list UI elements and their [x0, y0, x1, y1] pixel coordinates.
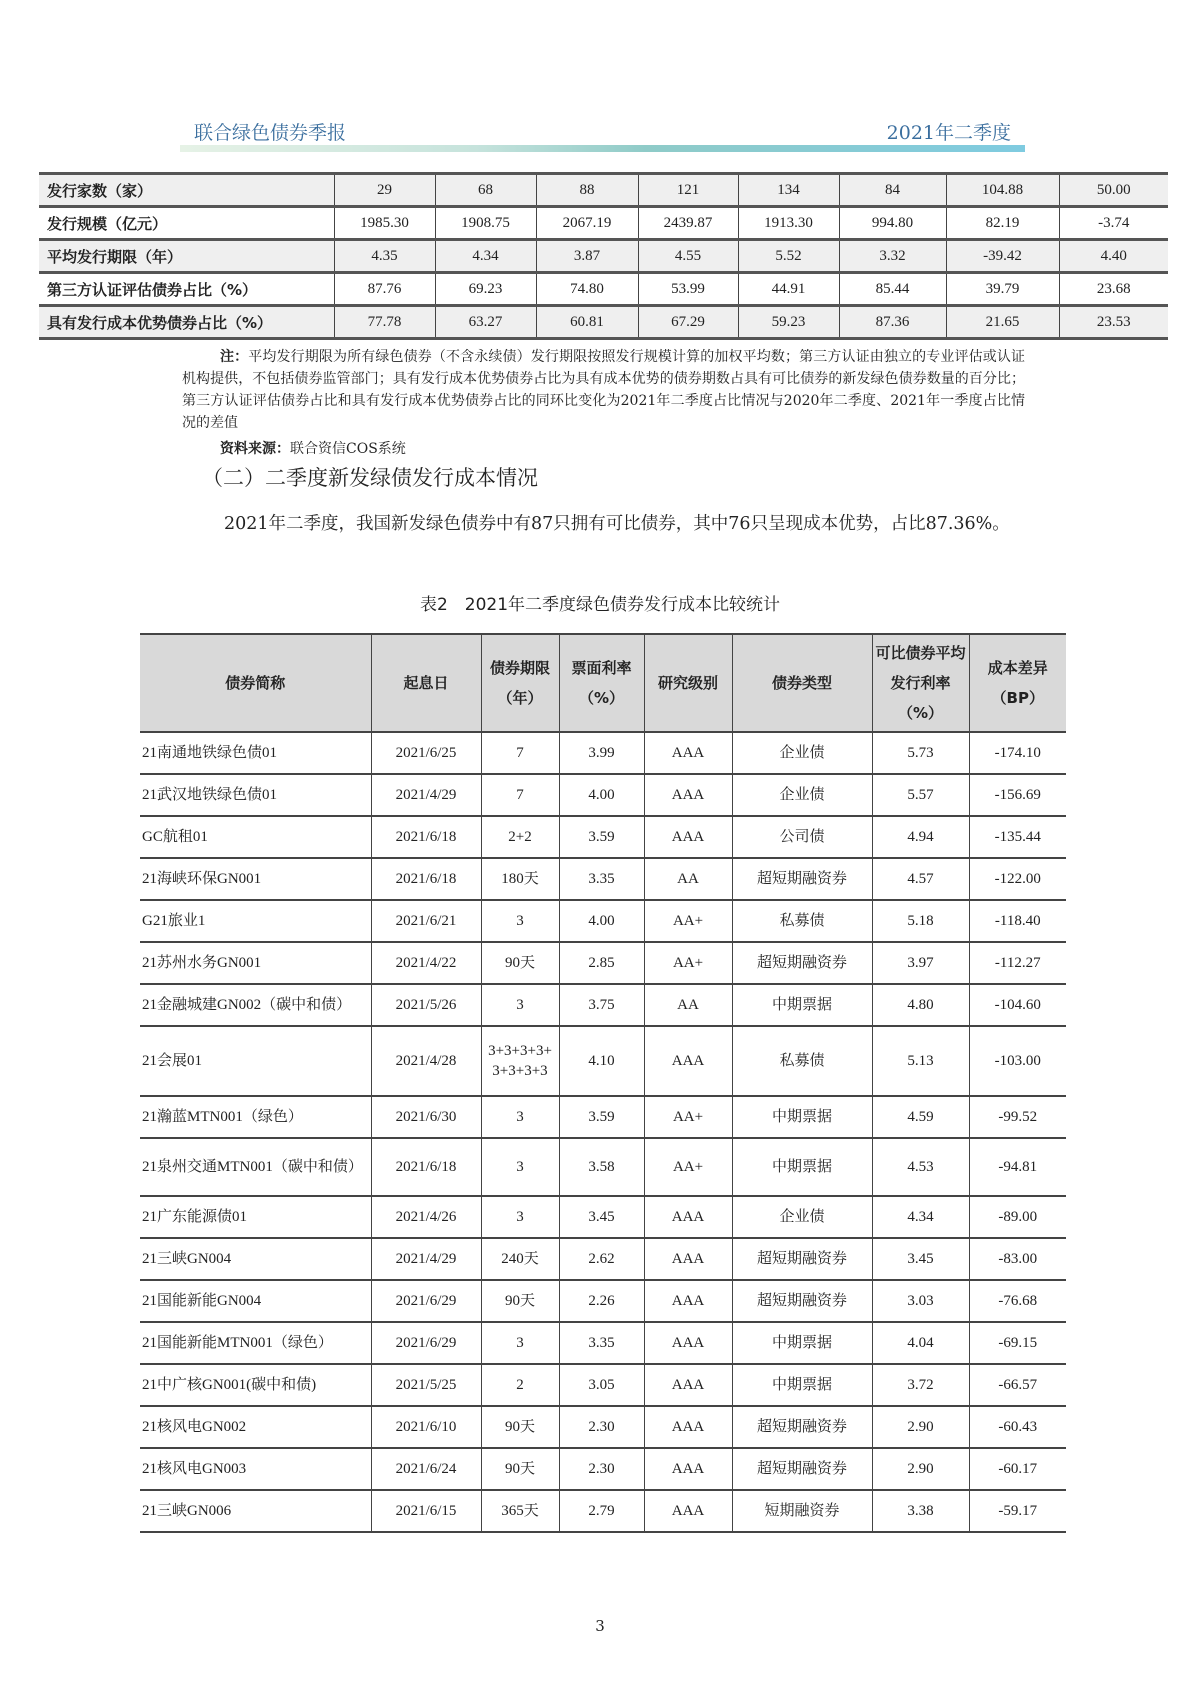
table-cell: -135.44: [969, 816, 1066, 858]
table-cell: -60.43: [969, 1406, 1066, 1448]
header-gradient-bar: [180, 145, 1025, 152]
table-cell: 3.03: [872, 1280, 969, 1322]
table-row: [140, 1238, 1066, 1280]
table-cell: 85.44: [839, 273, 946, 306]
table-cell: G21旅业1: [140, 900, 371, 942]
table-cell: 超短期融资券: [732, 942, 872, 984]
row-label: 发行规模（亿元）: [39, 207, 334, 240]
table-cell: 4.34: [435, 240, 536, 273]
summary-table: [39, 172, 1168, 340]
table-cell: AA+: [644, 900, 732, 942]
table-cell: 企业债: [732, 1196, 872, 1238]
table-cell: -60.17: [969, 1448, 1066, 1490]
table-cell: 2021/6/15: [371, 1490, 481, 1532]
table-cell: 3.38: [872, 1490, 969, 1532]
table-row: [39, 207, 1168, 240]
table-cell: 82.19: [946, 207, 1059, 240]
table-cell: 4.55: [638, 240, 738, 273]
table-cell: 21会展01: [140, 1026, 371, 1096]
table-cell: AAA: [644, 1196, 732, 1238]
table-cell: 2021/6/29: [371, 1280, 481, 1322]
table-cell: 23.53: [1059, 306, 1168, 339]
table-cell: 3.05: [559, 1364, 644, 1406]
table-cell: 中期票据: [732, 984, 872, 1026]
table-cell: 3: [481, 984, 559, 1026]
table-cell: 2: [481, 1364, 559, 1406]
table-cell: 4.57: [872, 858, 969, 900]
table-cell: 2021/6/29: [371, 1322, 481, 1364]
note-label: 注：: [220, 349, 249, 365]
column-header: 起息日: [371, 634, 481, 732]
table-cell: 2021/4/22: [371, 942, 481, 984]
table-cell: -122.00: [969, 858, 1066, 900]
table-cell: 21国能新能MTN001（绿色）: [140, 1322, 371, 1364]
section-heading: （二）二季度新发绿债发行成本情况: [202, 466, 538, 490]
table-cell: 44.91: [738, 273, 839, 306]
table-cell: AAA: [644, 732, 732, 774]
table-cell: 21武汉地铁绿色债01: [140, 774, 371, 816]
table-cell: 53.99: [638, 273, 738, 306]
table-cell: 87.76: [334, 273, 435, 306]
table-cell: 超短期融资券: [732, 1448, 872, 1490]
table-cell: -99.52: [969, 1096, 1066, 1138]
table-cell: -103.00: [969, 1026, 1066, 1096]
table-cell: 私募债: [732, 900, 872, 942]
table-cell: 3: [481, 1096, 559, 1138]
column-header: 可比债券平均发行利率（%）: [872, 634, 969, 732]
table-cell: -118.40: [969, 900, 1066, 942]
table-cell: AA: [644, 858, 732, 900]
table-cell: 50.00: [1059, 174, 1168, 207]
table-cell: 60.81: [536, 306, 638, 339]
table-cell: 2.30: [559, 1406, 644, 1448]
table-caption: 表2 2021年二季度绿色债券发行成本比较统计: [419, 595, 781, 615]
table-cell: 21瀚蓝MTN001（绿色）: [140, 1096, 371, 1138]
table-cell: 3.35: [559, 858, 644, 900]
table-cell: AAA: [644, 1280, 732, 1322]
table-cell: -59.17: [969, 1490, 1066, 1532]
table-cell: 4.59: [872, 1096, 969, 1138]
table-cell: 59.23: [738, 306, 839, 339]
table-cell: 3.45: [872, 1238, 969, 1280]
table-cell: 4.10: [559, 1026, 644, 1096]
table-cell: 私募债: [732, 1026, 872, 1096]
row-label: 第三方认证评估债券占比（%）: [39, 273, 334, 306]
cost-comparison-table: [140, 633, 1066, 1533]
table-cell: AAA: [644, 1322, 732, 1364]
table-cell: 4.00: [559, 900, 644, 942]
table-cell: GC航租01: [140, 816, 371, 858]
table-cell: 2021/6/21: [371, 900, 481, 942]
table-cell: 21苏州水务GN001: [140, 942, 371, 984]
table-row: [140, 900, 1066, 942]
table-cell: 3.87: [536, 240, 638, 273]
table-cell: 63.27: [435, 306, 536, 339]
report-title: 联合绿色债券季报: [194, 122, 347, 144]
table-cell: 994.80: [839, 207, 946, 240]
table-cell: -174.10: [969, 732, 1066, 774]
table-cell: 104.88: [946, 174, 1059, 207]
table-cell: 21三峡GN006: [140, 1490, 371, 1532]
table-cell: 短期融资券: [732, 1490, 872, 1532]
table-cell: 2021/6/10: [371, 1406, 481, 1448]
table-cell: 240天: [481, 1238, 559, 1280]
table-cell: 1908.75: [435, 207, 536, 240]
table-cell: -3.74: [1059, 207, 1168, 240]
table-cell: AA: [644, 984, 732, 1026]
table-cell: 2.85: [559, 942, 644, 984]
table-cell: 2021/5/25: [371, 1364, 481, 1406]
table-cell: -76.68: [969, 1280, 1066, 1322]
table-row: [140, 1026, 1066, 1096]
table-cell: 公司债: [732, 816, 872, 858]
table-cell: 3: [481, 1138, 559, 1196]
report-period: 2021年二季度: [886, 122, 1011, 144]
table-cell: 2021/4/26: [371, 1196, 481, 1238]
table-cell: 2021/6/24: [371, 1448, 481, 1490]
table-row: [140, 1406, 1066, 1448]
table-cell: 4.35: [334, 240, 435, 273]
table-cell: 2021/6/18: [371, 858, 481, 900]
table-cell: 中期票据: [732, 1096, 872, 1138]
table-cell: 90天: [481, 1406, 559, 1448]
table-cell: 2439.87: [638, 207, 738, 240]
table-cell: 121: [638, 174, 738, 207]
table-cell: 5.73: [872, 732, 969, 774]
table-row: [140, 732, 1066, 774]
table-cell: 5.13: [872, 1026, 969, 1096]
table-cell: 77.78: [334, 306, 435, 339]
table-cell: 134: [738, 174, 839, 207]
table-cell: 4.94: [872, 816, 969, 858]
column-header: 票面利率（%）: [559, 634, 644, 732]
table-cell: 4.04: [872, 1322, 969, 1364]
table-row: [140, 1138, 1066, 1196]
source-text: 联合资信COS系统: [290, 441, 406, 457]
table-row: [140, 1490, 1066, 1532]
table-row: [39, 273, 1168, 306]
table-cell: 3.45: [559, 1196, 644, 1238]
table-cell: 84: [839, 174, 946, 207]
table-cell: 21核风电GN003: [140, 1448, 371, 1490]
table-cell: 2021/6/30: [371, 1096, 481, 1138]
source-label: 资料来源：: [220, 441, 290, 457]
table-cell: AAA: [644, 774, 732, 816]
table-cell: 2.90: [872, 1406, 969, 1448]
table-cell: 2021/6/18: [371, 1138, 481, 1196]
column-header: 研究级别: [644, 634, 732, 732]
table-cell: 21核风电GN002: [140, 1406, 371, 1448]
table-cell: AAA: [644, 1026, 732, 1096]
table-row: [140, 1096, 1066, 1138]
table-cell: 3.58: [559, 1138, 644, 1196]
table-cell: 3: [481, 1196, 559, 1238]
table-cell: 超短期融资券: [732, 1406, 872, 1448]
table-cell: 88: [536, 174, 638, 207]
table-cell: 2.30: [559, 1448, 644, 1490]
table-cell: 69.23: [435, 273, 536, 306]
row-label: 具有发行成本优势债券占比（%）: [39, 306, 334, 339]
table-cell: 1913.30: [738, 207, 839, 240]
table-cell: 2021/4/29: [371, 1238, 481, 1280]
row-label: 发行家数（家）: [39, 174, 334, 207]
table-row: [140, 1196, 1066, 1238]
table-cell: -66.57: [969, 1364, 1066, 1406]
table-row: [39, 240, 1168, 273]
table-cell: 2021/6/25: [371, 732, 481, 774]
table-cell: 67.29: [638, 306, 738, 339]
table-cell: 7: [481, 774, 559, 816]
table-cell: 5.52: [738, 240, 839, 273]
table-cell: 87.36: [839, 306, 946, 339]
note-text: 平均发行期限为所有绿色债券（不含永续债）发行期限按照发行规模计算的加权平均数；第三方认证由独立的专业评估或认证机构提供，不包括债券监管部门；具有发行成本优势债券占比为具有成本优势的债券期数占具有可比债券的新发绿色债券数量的百分比；第三方认证评估债券占比和具有发行成本优势债券占比的同环比变化为2021年二季度占比情况与2020年二季度、2021年一季度占比情况的差值: [182, 349, 1025, 431]
table-cell: 21三峡GN004: [140, 1238, 371, 1280]
table-row: [140, 1364, 1066, 1406]
table-cell: AAA: [644, 1406, 732, 1448]
table-cell: 3.72: [872, 1364, 969, 1406]
table-cell: AA+: [644, 1096, 732, 1138]
table-cell: 2021/4/28: [371, 1026, 481, 1096]
table-cell: -89.00: [969, 1196, 1066, 1238]
table-note: [182, 346, 1025, 434]
table-cell: 企业债: [732, 774, 872, 816]
table-cell: 365天: [481, 1490, 559, 1532]
table-cell: 超短期融资券: [732, 858, 872, 900]
table-cell: 2.90: [872, 1448, 969, 1490]
table-cell: 23.68: [1059, 273, 1168, 306]
column-header: 成本差异（BP）: [969, 634, 1066, 732]
table-cell: 7: [481, 732, 559, 774]
table-cell: 3.75: [559, 984, 644, 1026]
table-cell: -104.60: [969, 984, 1066, 1026]
table-cell: 5.57: [872, 774, 969, 816]
table-row: [140, 816, 1066, 858]
table-cell: 超短期融资券: [732, 1280, 872, 1322]
table-cell: 2.79: [559, 1490, 644, 1532]
table-cell: 超短期融资券: [732, 1238, 872, 1280]
table-cell: -156.69: [969, 774, 1066, 816]
table-cell: 68: [435, 174, 536, 207]
table-cell: AA+: [644, 1138, 732, 1196]
table-cell: 2067.19: [536, 207, 638, 240]
table-cell: AAA: [644, 1238, 732, 1280]
table-cell: 4.80: [872, 984, 969, 1026]
table-cell: 企业债: [732, 732, 872, 774]
table-cell: 29: [334, 174, 435, 207]
table-cell: -112.27: [969, 942, 1066, 984]
table-cell: 2021/4/29: [371, 774, 481, 816]
table-cell: 90天: [481, 1448, 559, 1490]
table-cell: AA+: [644, 942, 732, 984]
table-cell: 74.80: [536, 273, 638, 306]
table-cell: AAA: [644, 816, 732, 858]
table-cell: 90天: [481, 1280, 559, 1322]
table-cell: 3.35: [559, 1322, 644, 1364]
table-cell: 3.59: [559, 816, 644, 858]
page-number: 3: [595, 1617, 605, 1635]
table-cell: 21广东能源债01: [140, 1196, 371, 1238]
table-cell: 21中广核GN001(碳中和债): [140, 1364, 371, 1406]
table-cell: -94.81: [969, 1138, 1066, 1196]
table-cell: 21.65: [946, 306, 1059, 339]
table-row: [140, 1280, 1066, 1322]
table-cell: 5.18: [872, 900, 969, 942]
table-cell: 4.40: [1059, 240, 1168, 273]
table-row: [39, 306, 1168, 339]
table-cell: 2021/6/18: [371, 816, 481, 858]
table-cell: 3.97: [872, 942, 969, 984]
table-row: [140, 1448, 1066, 1490]
table-cell: 1985.30: [334, 207, 435, 240]
table-cell: 中期票据: [732, 1364, 872, 1406]
table-cell: AAA: [644, 1490, 732, 1532]
table-cell: 21国能新能GN004: [140, 1280, 371, 1322]
table-cell: -39.42: [946, 240, 1059, 273]
column-header: 债券期限（年）: [481, 634, 559, 732]
body-paragraph: 2021年二季度，我国新发绿色债券中有87只拥有可比债券，其中76只呈现成本优势，占比87.36%。: [224, 514, 1010, 534]
table-cell: 4.53: [872, 1138, 969, 1196]
table-cell: -69.15: [969, 1322, 1066, 1364]
table-row: [140, 774, 1066, 816]
table-cell: 2.62: [559, 1238, 644, 1280]
table-cell: 中期票据: [732, 1138, 872, 1196]
table-cell: 3+3+3+3+3+3+3+3: [481, 1026, 559, 1096]
table-cell: 2.26: [559, 1280, 644, 1322]
table-cell: 2+2: [481, 816, 559, 858]
table-row: [140, 942, 1066, 984]
data-source: [220, 438, 406, 458]
table-cell: 21金融城建GN002（碳中和债）: [140, 984, 371, 1026]
table-cell: 中期票据: [732, 1322, 872, 1364]
table-cell: 39.79: [946, 273, 1059, 306]
row-label: 平均发行期限（年）: [39, 240, 334, 273]
table-row: [140, 858, 1066, 900]
table-row: [39, 174, 1168, 207]
table-cell: AAA: [644, 1364, 732, 1406]
column-header: 债券简称: [140, 634, 371, 732]
table-cell: 4.00: [559, 774, 644, 816]
table-cell: -83.00: [969, 1238, 1066, 1280]
column-header: 债券类型: [732, 634, 872, 732]
table-cell: AAA: [644, 1448, 732, 1490]
table-cell: 90天: [481, 942, 559, 984]
table-cell: 3.99: [559, 732, 644, 774]
table-cell: 21南通地铁绿色债01: [140, 732, 371, 774]
table-row: [140, 984, 1066, 1026]
table-cell: 3: [481, 1322, 559, 1364]
table-cell: 21海峡环保GN001: [140, 858, 371, 900]
table-row: [140, 1322, 1066, 1364]
table-cell: 3.32: [839, 240, 946, 273]
table-cell: 4.34: [872, 1196, 969, 1238]
table-cell: 180天: [481, 858, 559, 900]
table-cell: 2021/5/26: [371, 984, 481, 1026]
table-cell: 3.59: [559, 1096, 644, 1138]
table-cell: 21泉州交通MTN001（碳中和债）: [140, 1138, 371, 1196]
table-cell: 3: [481, 900, 559, 942]
